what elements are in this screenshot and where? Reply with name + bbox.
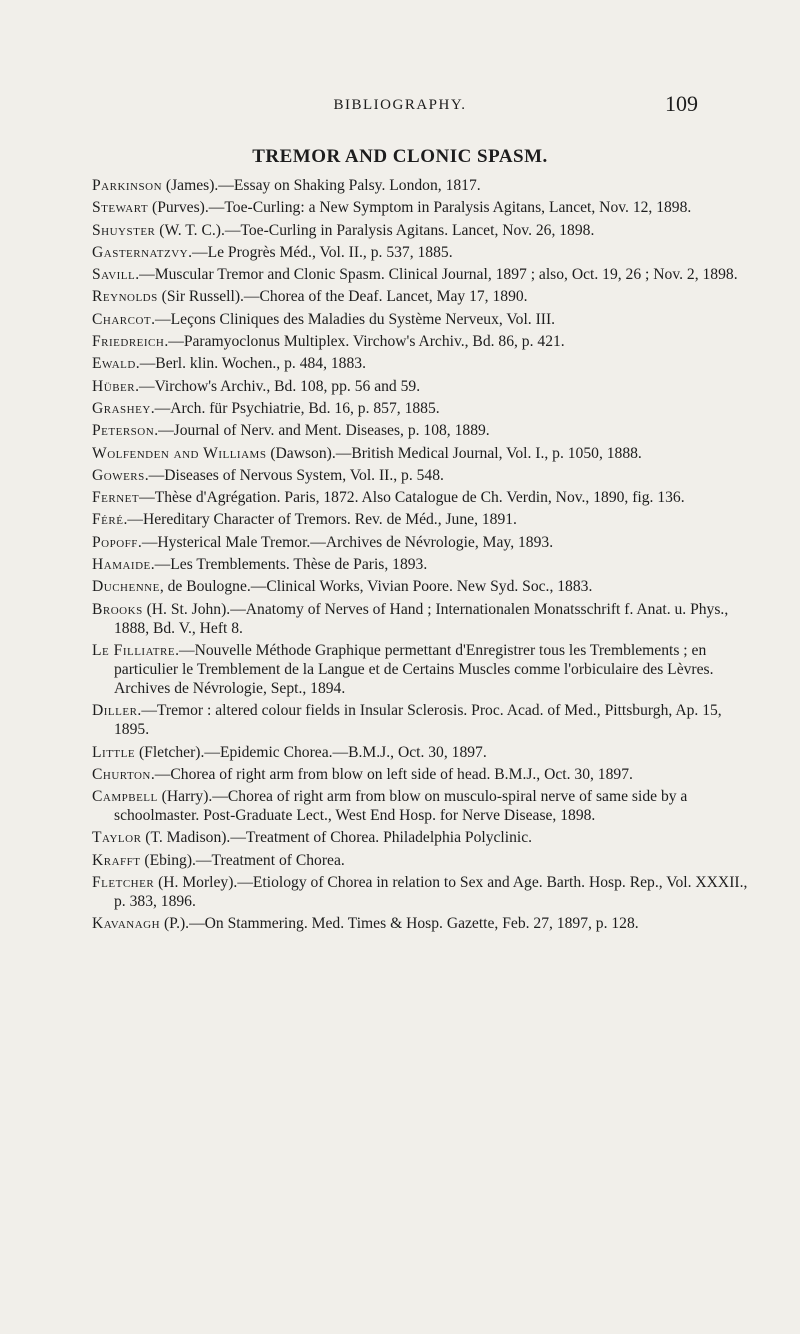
bibliography-entry — [92, 787, 760, 825]
entry-citation: (W. T. C.).—Toe-Curling in Paralysis Agitans. Lancet, Nov. 26, 1898. — [155, 221, 595, 239]
entry-citation: (Dawson).—British Medical Journal, Vol. I., p. 1050, 1888. — [266, 444, 642, 462]
entry-citation: (H. St. John).—Anatomy of Nerves of Hand ; Internationalen Monatsschrift f. Anat. u. Phys., 1888, Bd. V., Heft 8. — [114, 600, 729, 637]
entry-author: Parkinson — [92, 177, 163, 194]
bibliography-entry — [92, 176, 760, 195]
bibliography-entry — [92, 421, 760, 440]
entry-author: Churton — [92, 765, 151, 783]
entry-citation: (James).—Essay on Shaking Palsy. London, 1817. — [162, 177, 481, 194]
entry-author: Stewart — [92, 199, 149, 217]
entry-citation: .—Muscular Tremor and Clonic Spasm. Clinical Journal, 1897 ; also, Oct. 19, 26 ; Nov. 2, 1898. — [135, 266, 738, 284]
bibliography-entry — [92, 354, 760, 373]
bibliography-entry — [92, 701, 760, 739]
entry-author: Ewald — [92, 355, 136, 373]
entry-citation: (Ebing).—Treatment of Chorea. — [140, 851, 345, 869]
bibliography-entry — [92, 914, 760, 933]
bibliography-entry — [92, 466, 760, 485]
bibliography-entry — [92, 332, 760, 351]
bibliography-entry — [92, 873, 760, 911]
entry-author: Savill — [92, 266, 136, 284]
entry-author: Grashey — [92, 399, 151, 417]
bibliography-entry — [92, 265, 760, 284]
bibliography-entry — [92, 377, 760, 396]
bibliography-entry — [92, 198, 760, 217]
entry-citation: (Sir Russell).—Chorea of the Deaf. Lancet, May 17, 1890. — [157, 288, 528, 306]
entry-author: Wolfenden and Williams — [92, 444, 267, 462]
bibliography-entry — [92, 828, 760, 847]
entry-citation: .—Arch. für Psychiatrie, Bd. 16, p. 857, 1885. — [150, 399, 440, 417]
entry-author: Hüber — [92, 377, 136, 395]
entry-author: Fernet — [92, 489, 140, 507]
entry-citation: (Harry).—Chorea of right arm from blow on musculo-spiral nerve of same side by a schoolmaster. Post-Graduate Lect., West End Hosp. for Nerve Disease, 1898. — [114, 788, 688, 825]
entry-citation: .—Les Tremblements. Thèse de Paris, 1893. — [150, 556, 428, 574]
entry-author: Campbell — [92, 788, 158, 806]
page-number: 109 — [665, 91, 698, 116]
bibliography-entry — [92, 221, 760, 240]
entry-author: Féré — [92, 511, 124, 529]
bibliography-entry — [92, 765, 760, 784]
entry-author: Gowers — [92, 466, 145, 484]
running-head — [0, 89, 800, 119]
bibliography-entry — [92, 488, 760, 507]
entry-author: Little — [92, 743, 136, 761]
entry-author: Fletcher — [92, 874, 155, 892]
bibliography-entry — [92, 510, 760, 529]
bibliography-entry — [92, 287, 760, 306]
bibliography-entry — [92, 851, 760, 870]
bibliography-entry — [92, 600, 760, 638]
bibliography-list — [92, 176, 760, 937]
entry-citation: .—Hereditary Character of Tremors. Rev. de Méd., June, 1891. — [123, 511, 517, 529]
entry-citation: (H. Morley).—Etiology of Chorea in relation to Sex and Age. Barth. Hosp. Rep., Vol. XXXII., p. 383, 1896. — [114, 874, 748, 911]
entry-author: Kavanagh — [92, 915, 161, 933]
entry-citation: —Thèse d'Agrégation. Paris, 1872. Also Catalogue de Ch. Verdin, Nov., 1890, fig. 136. — [139, 489, 685, 507]
entry-citation: (Purves).—Toe-Curling: a New Symptom in Paralysis Agitans, Lancet, Nov. 12, 1898. — [148, 199, 692, 217]
entry-citation: .—Virchow's Archiv., Bd. 108, pp. 56 and 59. — [135, 377, 421, 395]
entry-author: Gasternatzvy — [92, 243, 189, 261]
entry-author: Krafft — [92, 851, 141, 869]
bibliography-entry — [92, 444, 760, 463]
bibliography-entry — [92, 310, 760, 329]
entry-author: Le Filliatre — [92, 641, 176, 659]
entry-author: Reynolds — [92, 288, 158, 306]
entry-citation: .—Paramyoclonus Multiplex. Virchow's Archiv., Bd. 86, p. 421. — [164, 333, 565, 351]
bibliography-entry — [92, 641, 760, 698]
entry-citation: .—Le Progrès Méd., Vol. II., p. 537, 1885. — [188, 243, 453, 261]
entry-citation: (P.).—On Stammering. Med. Times & Hosp. Gazette, Feb. 27, 1897, p. 128. — [160, 915, 639, 933]
entry-author: Duchenne — [92, 578, 160, 596]
entry-author: Hamaide — [92, 556, 151, 574]
entry-citation: .—Diseases of Nervous System, Vol. II., p. 548. — [144, 466, 444, 484]
entry-citation: (Fletcher).—Epidemic Chorea.—B.M.J., Oct. 30, 1897. — [135, 743, 487, 761]
entry-citation: .—Hysterical Male Tremor.—Archives de Névrologie, May, 1893. — [137, 533, 554, 551]
entry-citation: .—Chorea of right arm from blow on left side of head. B.M.J., Oct. 30, 1897. — [150, 765, 633, 783]
bibliography-entry — [92, 399, 760, 418]
entry-citation: .—Berl. klin. Wochen., p. 484, 1883. — [135, 355, 366, 373]
entry-author: Friedreich — [92, 333, 165, 351]
entry-author: Diller — [92, 702, 138, 720]
bibliography-entry — [92, 743, 760, 762]
entry-author: Popoff — [92, 533, 138, 551]
entry-author: Charcot — [92, 310, 152, 328]
running-title: BIBLIOGRAPHY. — [333, 97, 467, 113]
bibliography-entry — [92, 555, 760, 574]
entry-author: Taylor — [92, 829, 142, 847]
entry-citation: .—Journal of Nerv. and Ment. Diseases, p. 108, 1889. — [154, 422, 490, 440]
entry-citation: .—Tremor : altered colour fields in Insular Sclerosis. Proc. Acad. of Med., Pittsburgh, Ap. 15, 1895. — [114, 702, 722, 739]
entry-author: Shuyster — [92, 221, 156, 239]
entry-citation: , de Boulogne.—Clinical Works, Vivian Poore. New Syd. Soc., 1883. — [159, 578, 593, 596]
entry-citation: (T. Madison).—Treatment of Chorea. Philadelphia Polyclinic. — [141, 829, 533, 847]
entry-citation: .—Nouvelle Méthode Graphique permettant d'Enregistrer tous les Tremblements ; en particulier le Tremblement de la Langue et de Certains Muscles comme l'orbiculaire des Lèvres. Archives de Névrologie, Sept., 1894. — [114, 641, 714, 697]
section-title: TREMOR AND CLONIC SPASM. — [252, 146, 548, 167]
bibliography-entry — [92, 533, 760, 552]
entry-author: Brooks — [92, 600, 143, 618]
entry-citation: .—Leçons Cliniques des Maladies du Système Nerveux, Vol. III. — [151, 310, 556, 328]
bibliography-entry — [92, 577, 760, 596]
bibliography-entry — [92, 243, 760, 262]
entry-author: Peterson — [92, 422, 155, 440]
